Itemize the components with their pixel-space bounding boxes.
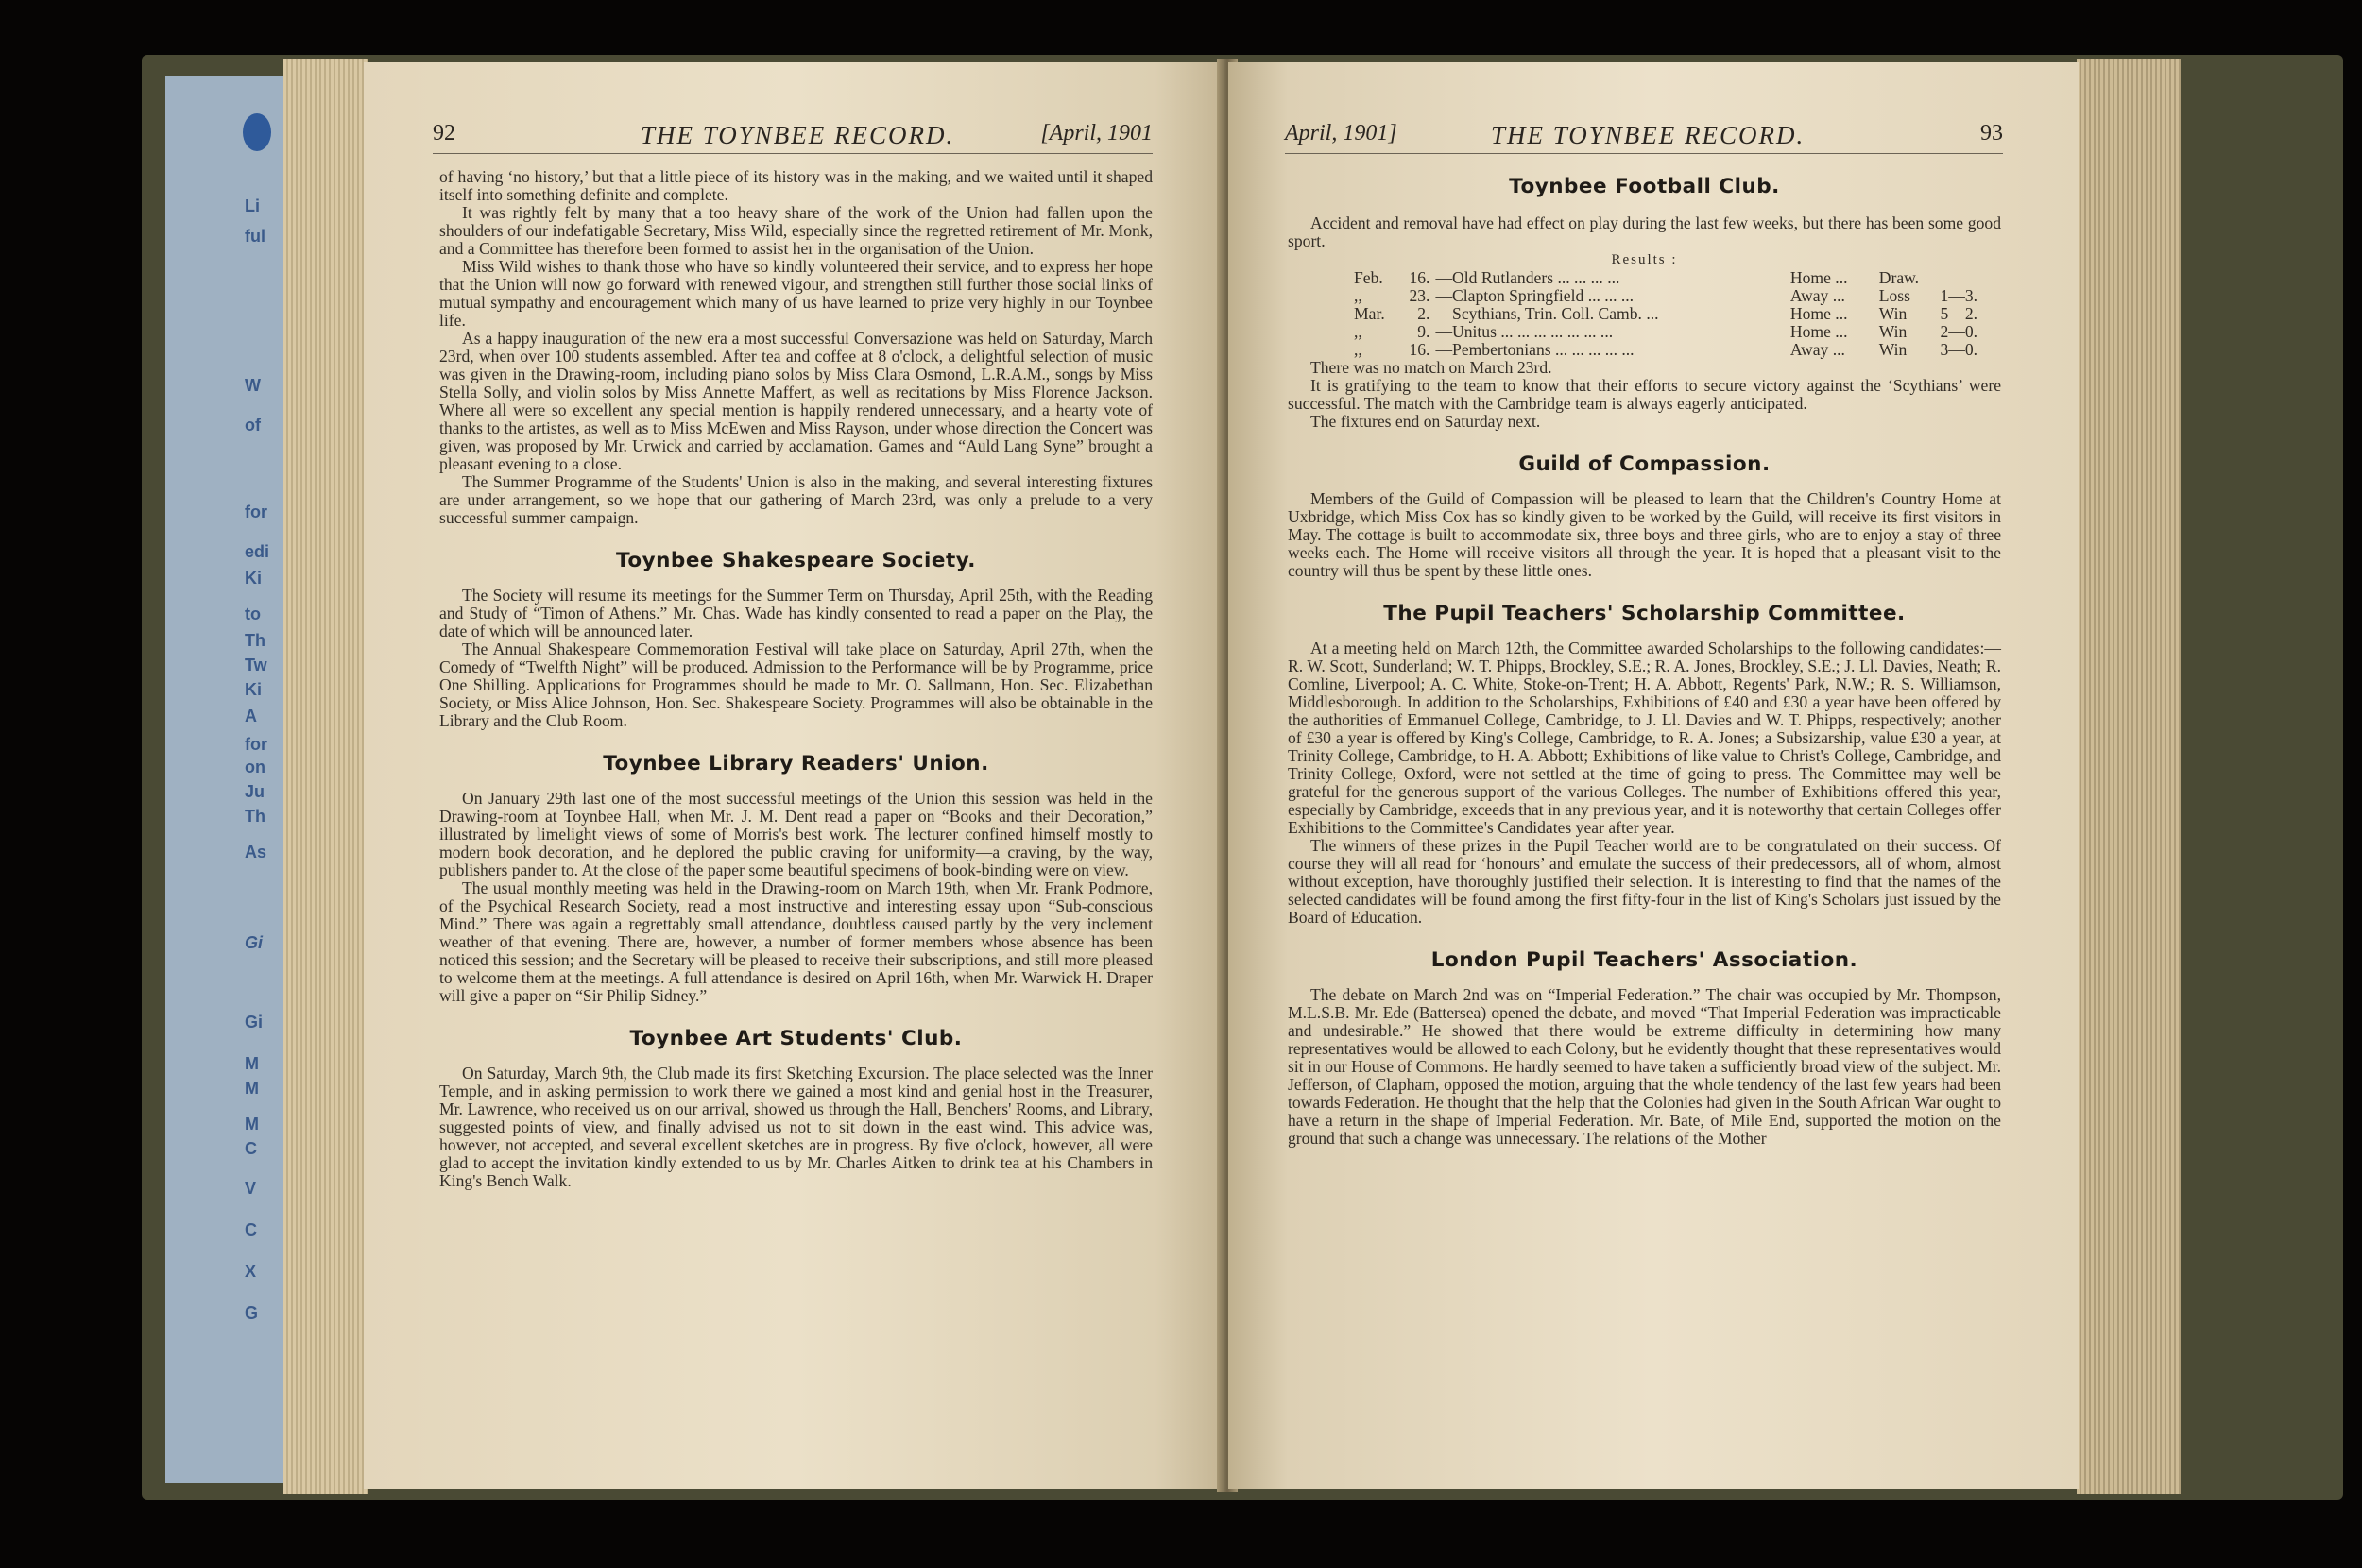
cell-date: 2. xyxy=(1417,304,1430,323)
table-row xyxy=(1354,269,2001,287)
cell-score: 1—3. xyxy=(1940,286,1978,305)
cell-result: Win xyxy=(1878,340,1908,359)
cell-opponent: —Clapton Springfield ... ... ... xyxy=(1435,286,1635,305)
paragraph: The winners of these prizes in the Pupil Teacher world are to be congratulated on their success. Of course they will all read for ‘honours’ and emulate the success of their predecessors, all of whom, almost without exception, have thoroughly justified their selection. It is interesting to find that the names of the selected candidates will be found among the first fifty-four in the list of King's Scholars just issued by the Board of Education. xyxy=(1288,836,2001,927)
behind-letter: ful xyxy=(245,227,265,246)
behind-letter: X xyxy=(245,1262,257,1281)
behind-letter: Gi xyxy=(245,1013,264,1031)
page-number: 93 xyxy=(1980,121,2003,145)
behind-letter: G xyxy=(245,1304,259,1322)
behind-letter: M xyxy=(245,1054,259,1073)
cell-result: Draw. xyxy=(1878,268,1920,287)
table-row xyxy=(1354,341,2001,359)
cell-opponent: —Unitus ... ... ... ... ... ... ... xyxy=(1435,322,1614,341)
left-column xyxy=(439,168,1153,1190)
behind-letter: Th xyxy=(245,631,265,650)
behind-letter: of xyxy=(245,416,261,435)
left-running-head xyxy=(433,115,1153,154)
behind-letter: Tw xyxy=(245,656,267,674)
section-heading-art: Toynbee Art Students' Club. xyxy=(629,1027,963,1050)
cell-month: ,, xyxy=(1354,286,1362,305)
cell-score: 5—2. xyxy=(1940,304,1978,323)
behind-letter: C xyxy=(245,1220,257,1239)
journal-title: THE TOYNBEE RECORD. xyxy=(641,121,955,149)
section-heading-london: London Pupil Teachers' Association. xyxy=(1430,948,1858,972)
table-row xyxy=(1354,305,2001,323)
right-running-head xyxy=(1285,115,2003,154)
paragraph: The Summer Programme of the Students' Union is also in the making, and several interesting fixtures are under arrangement, so we hope that our gathering of March 23rd, was only a prelude to a very successful summer campaign. xyxy=(439,472,1153,527)
behind-letter: C xyxy=(245,1139,257,1158)
paragraph: The Annual Shakespeare Commemoration Festival will take place on Saturday, April 27th, when the Comedy of “Twelfth Night” will be produced. Admission to the Performance will be by Programme, price One Shilling. Applications for Programmes should be made to Mr. O. Sallmann, Hon. Sec. Elizabethan Society, or Miss Alice Johnson, Hon. Sec. Shakespeare Society. Programmes will also be obtainable in the Library and the Club Room. xyxy=(439,639,1153,730)
results-label: Results : xyxy=(1611,252,1678,267)
section-heading-library: Toynbee Library Readers' Union. xyxy=(603,752,989,775)
paragraph: As a happy inauguration of the new era a most successful Conversazione was held on Saturday, March 23rd, when over 100 students assembled. After tea and coffee at 8 o'clock, a delightful selection of music was given in the Drawing-room, including piano solos by Miss Clara Osmond, L.R.A.M., songs by Miss Stella Solly, and violin solos by Miss Annette Maffert, as well as recitations by Miss Florence Jackson. Where all were so excellent any special mention is happily rendered unnecessary, and a hearty vote of thanks to the artistes, as well as to Miss McEwen and Miss Rayson, under whose direction the Concert was given, was proposed by Mr. Urwick and carried by acclamation. Games and “Auld Lang Syne” brought a pleasant evening to a close. xyxy=(439,329,1153,473)
paragraph: There was no match on March 23rd. xyxy=(1310,358,1552,377)
behind-letter: Ju xyxy=(245,782,265,801)
paragraph: of having ‘no history,’ but that a little piece of its history was in the making, and we waited until it shaped itself into something definite and complete. xyxy=(439,167,1153,204)
page-edges-left xyxy=(283,59,368,1494)
section-heading-scholarship: The Pupil Teachers' Scholarship Committee. xyxy=(1383,602,1906,625)
behind-letter: As xyxy=(245,843,267,861)
cell-score: 2—0. xyxy=(1940,322,1978,341)
paragraph: On January 29th last one of the most successful meetings of the Union this session was held in the Drawing-room at Toynbee Hall, when Mr. J. M. Dent read a paper on “Books and their Decoration,” illustrated by limelight views of some of Morris's best work. The lecturer confined himself mostly to modern book decoration, and he deplored the public craving for uniformity—a craving, by the way, publishers pander to. At the close of the paper some beautiful specimens of book-binding were on view. xyxy=(439,789,1153,879)
paragraph: It is gratifying to the team to know that their efforts to secure victory against the ‘Scythians’ were successful. The match with the Cambridge team is always eagerly anticipated. xyxy=(1288,376,2001,413)
section-heading-guild: Guild of Compassion. xyxy=(1518,452,1771,476)
cell-month: ,, xyxy=(1354,340,1362,359)
paragraph: Accident and removal have had effect on play during the last few weeks, but there has been some good sport. xyxy=(1288,213,2001,250)
cell-venue: Home ... xyxy=(1789,268,1848,287)
paragraph: At a meeting held on March 12th, the Committee awarded Scholarships to the following candidates:—R. W. Scott, Sunderland; W. T. Phipps, Brockley, S.E.; R. A. Jones, Brockley, S.E.; J. Ll. Davies, Neath; R. Comline, Liverpool; A. C. White, Stoke-on-Trent; H. A. Abbott, Regents' Park, N.W.; R. S. Williamson, Middlesborough. In addition to the Scholarships, Exhibitions of £40 and £30 a year have been offered by the authorities of Emmanuel College, Cambridge, to J. Ll. Davies and W. T. Phipps, respectively; another of £30 a year is offered by King's College, Cambridge, to R. A. Jones; a Subsizarship, value £30 a year, at Trinity College, Cambridge, to H. A. Abbott; Exhibitions of like value to Christ's College, Cambridge, and Trinity College, Oxford, were not settled at the time of going to press. The Committee may well be grateful for the generous support of the various Colleges. The number of Exhibitions offered this year, especially by Cambridge, exceeds that in any previous year, and it is noteworthy that certain Colleges offer Exhibitions to the Committee's Candidates year after year. xyxy=(1288,639,2001,837)
section-heading-shakespeare: Toynbee Shakespeare Society. xyxy=(616,549,976,572)
behind-letter: Ki xyxy=(245,680,262,699)
behind-letter: M xyxy=(245,1079,259,1098)
behind-letter: W xyxy=(245,376,261,395)
cell-result: Win xyxy=(1878,304,1908,323)
cell-opponent: —Old Rutlanders ... ... ... ... xyxy=(1435,268,1620,287)
behind-letter: for xyxy=(245,503,267,521)
cell-date: 9. xyxy=(1417,322,1430,341)
table-row xyxy=(1354,287,2001,305)
behind-letter: edi xyxy=(245,542,270,561)
circle-logo-icon xyxy=(243,113,271,151)
cell-opponent: —Pembertonians ... ... ... ... ... xyxy=(1435,340,1635,359)
cell-venue: Away ... xyxy=(1789,340,1845,359)
paragraph: The usual monthly meeting was held in the Drawing-room on March 19th, when Mr. Frank Podmore, of the Psychical Research Society, read a most instructive and interesting essay upon “Sub-conscious Mind.” There was again a regrettably small attendance, doubtless caused partly by the very inclement weather of that evening. There are, however, a number of former members whose absence has been noticed this session; and the Secretary will be pleased to receive their subscriptions, and still more pleased to welcome them at the meetings. A full attendance is desired on April 16th, when Mr. Warwick H. Draper will give a paper on “Sir Philip Sidney.” xyxy=(439,878,1153,1005)
cell-score xyxy=(1940,269,2001,287)
section-heading-football: Toynbee Football Club. xyxy=(1509,175,1780,198)
cell-date: 16. xyxy=(1409,340,1430,359)
table-row xyxy=(1354,323,2001,341)
paragraph: The fixtures end on Saturday next. xyxy=(1310,412,1541,431)
behind-letter: V xyxy=(245,1179,257,1198)
issue-date: [April, 1901 xyxy=(1040,121,1153,145)
behind-letter: M xyxy=(245,1115,259,1133)
page-edges-right xyxy=(2077,59,2181,1494)
cell-date: 23. xyxy=(1409,286,1430,305)
paragraph: Miss Wild wishes to thank those who have so kindly volunteered their service, and to express her hope that the Union will now go forward with renewed vigour, and strengthen still further those social links of mutual sympathy and encouragement which many of us have learned to prize very highly in our Toynbee life. xyxy=(439,257,1153,330)
cell-date: 16. xyxy=(1409,268,1430,287)
cell-month: Mar. xyxy=(1354,304,1385,323)
paragraph: On Saturday, March 9th, the Club made its first Sketching Excursion. The place selected was the Inner Temple, and in asking permission to work there we gained a most kind and genial host in the Treasurer, Mr. Lawrence, who received us on our arrival, showed us through the Hall, Benchers' Rooms, and Library, suggested points of view, and finally advised us not to sit down in the east wind. This advice was, however, not accepted, and several excellent sketches are in progress. By five o'clock, however, all were glad to accept the invitation kindly extended to us by Mr. Charles Aitken to drink tea at his Chambers in King's Bench Walk. xyxy=(439,1064,1153,1190)
behind-letter: on xyxy=(245,758,265,776)
behind-letter: for xyxy=(245,735,267,754)
cell-result: Loss xyxy=(1878,286,1910,305)
behind-letter: Li xyxy=(245,196,260,215)
behind-letter: A xyxy=(245,707,257,725)
cell-venue: Home ... xyxy=(1789,322,1848,341)
paragraph: Members of the Guild of Compassion will be pleased to learn that the Children's Country Home at Uxbridge, which Miss Cox has so kindly given to be worked by the Guild, will receive its first visitors in May. The cottage is built to accommodate six, three boys and three girls, who are to enjoy a stay of three weeks each. The Home will receive visitors all through the year. It is hoped that a pleasant visit to the country will thus be spent by these little ones. xyxy=(1288,489,2001,580)
paragraph: The debate on March 2nd was on “Imperial Federation.” The chair was occupied by Mr. Thompson, M.L.S.B. Mr. Ede (Battersea) opened the debate, and moved “That Imperial Federation was impracticable and undesirable.” He showed that there would be extreme difficulty in determining how many representatives would be allowed to each Colony, but he evidently thought that these representatives would sit in our House of Commons. He hardly seemed to have taken a sufficiently broad view of the subject. Mr. Jefferson, of Clapham, opposed the motion, arguing that the whole tendency of the last few years had been towards Federation. He thought that the help that the Colonies had given in the South African War ought to have a return in the shape of Imperial Federation. Mr. Bate, of Mile End, supported the motion on the ground that such a change was unnecessary. The relations of the Mother xyxy=(1288,985,2001,1148)
journal-title: THE TOYNBEE RECORD. xyxy=(1491,121,1806,149)
cell-result: Win xyxy=(1878,322,1908,341)
behind-letter: to xyxy=(245,605,261,623)
cell-month: Feb. xyxy=(1354,268,1383,287)
right-column xyxy=(1288,168,2001,1148)
cell-opponent: —Scythians, Trin. Coll. Camb. ... xyxy=(1435,304,1659,323)
cell-venue: Away ... xyxy=(1789,286,1845,305)
behind-letter: Th xyxy=(245,807,265,826)
behind-letter: Ki xyxy=(245,569,262,588)
behind-letter: Gi xyxy=(245,933,264,952)
paragraph: The Society will resume its meetings for the Summer Term on Thursday, April 25th, with the Reading and Study of “Timon of Athens.” Mr. Chas. Wade has kindly consented to read a paper on the Play, the date of which will be announced later. xyxy=(439,586,1153,640)
results-table xyxy=(1354,269,2001,359)
cell-score: 3—0. xyxy=(1940,340,1978,359)
cell-venue: Home ... xyxy=(1789,304,1848,323)
cell-month: ,, xyxy=(1354,322,1362,341)
page-number: 92 xyxy=(433,121,455,145)
issue-date: April, 1901] xyxy=(1285,121,1397,145)
paragraph: It was rightly felt by many that a too heavy share of the work of the Union had fallen upon the shoulders of our indefatigable Secretary, Miss Wild, especially since the regretted retirement of Mr. Monk, and a Committee has therefore been formed to assist her in the organisation of the Union. xyxy=(439,203,1153,258)
